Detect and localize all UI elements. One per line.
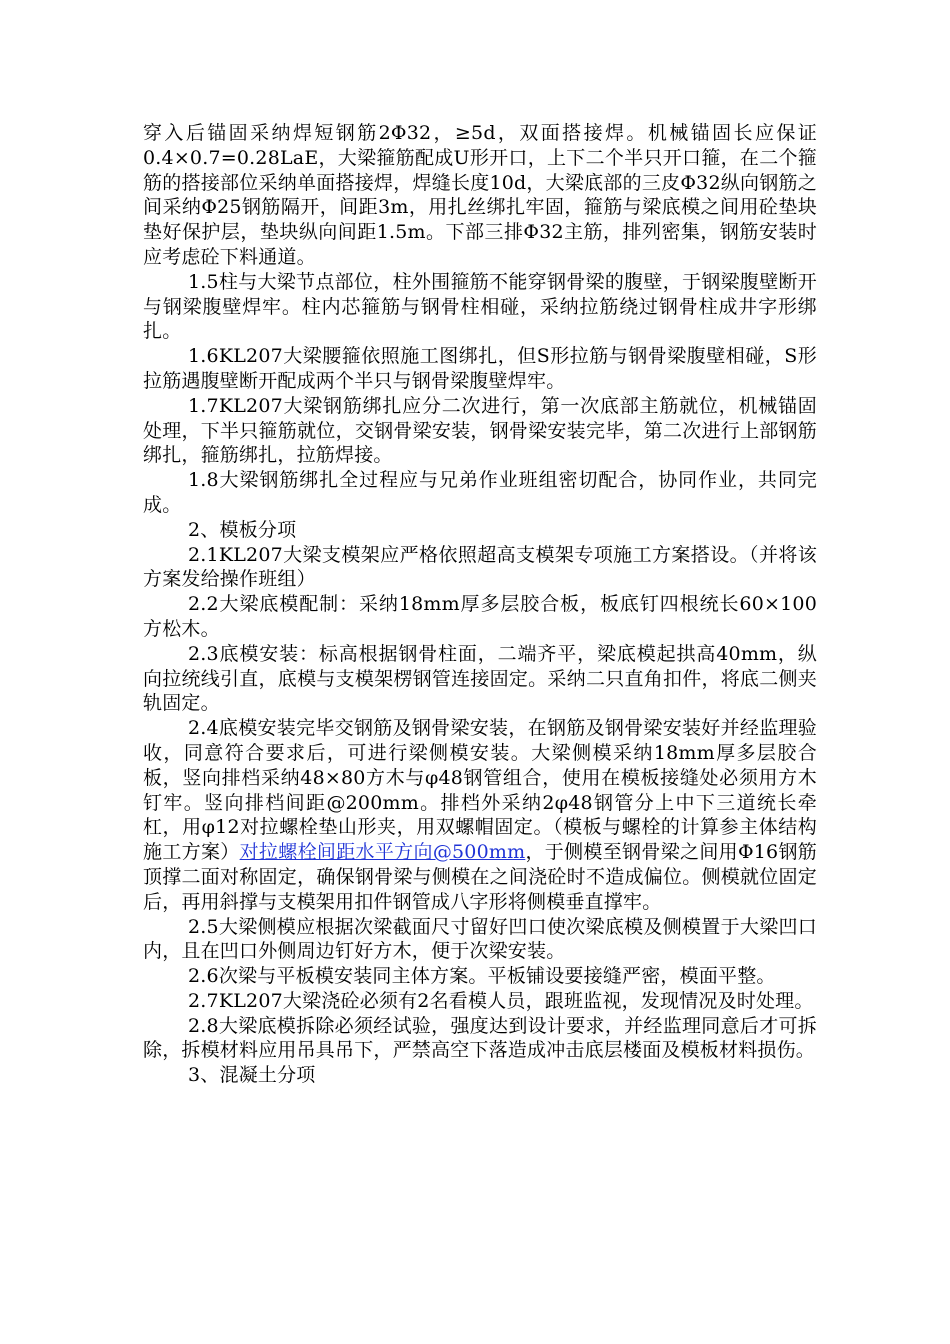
paragraph-1-6: 1.6KL207大梁腰箍依照施工图绑扎，但S形拉筋与钢骨梁腹壁相碰，S形拉筋遇腹壁断开配成两个半只与钢骨梁腹壁焊牢。	[143, 345, 817, 392]
paragraph-2-4-text-b: ，于侧模至钢骨梁之间用Φ16钢筋顶撑二面对称固定，确保钢骨梁与侧模在之间浇砼时不造成偏位。侧模就位固定后，再用斜撑与支模架用扣件钢管成八字形将侧模垂直撑牢。	[143, 841, 817, 913]
paragraph-2-1: 2.1KL207大梁支模架应严格依照超高支模架专项施工方案搭设。（并将该方案发给操作班组）	[143, 543, 817, 591]
section-heading-concrete: 3、混凝土分项	[188, 1064, 316, 1087]
paragraph-2-4-text-a: 2.4底模安装完毕交钢筋及钢骨梁安装，在钢筋及钢骨梁安装好并经监理验收，同意符合要求后，可进行梁侧模安装。大梁侧模采纳18mm厚多层胶合板，竖向排档采纳48×80方木与φ48钢管组合，使用在模板接缝处必须用方木钉牢。竖向排档间距@200mm。排档外采纳2φ48钢管分上中下三道统长牵杠，用φ12对拉螺栓垫山形夹，用双螺帽固定。（模板与螺栓的计算参主体结构施工方案）	[143, 717, 817, 864]
section-heading-formwork: 2、模板分项	[188, 518, 297, 541]
paragraph-1-8: 1.8大梁钢筋绑扎全过程应与兄弟作业班组密切配合，协同作业，共同完成。	[143, 469, 817, 516]
paragraph-1-5: 1.5柱与大梁节点部位，柱外围箍筋不能穿钢骨梁的腹壁，于钢梁腹壁断开与钢梁腹壁焊牢。柱内芯箍筋与钢骨柱相碰，采纳拉筋绕过钢骨柱成井字形绑扎。	[143, 270, 817, 343]
paragraph-2-4	[143, 716, 817, 914]
paragraph-2-6: 2.6次梁与平板模安装同主体方案。平板铺设要接缝严密，模面平整。	[188, 965, 776, 988]
paragraph-2-2: 2.2大梁底模配制：采纳18mm厚多层胶合板，板底钉四根统长60×100方松木。	[143, 593, 817, 640]
document-body	[143, 121, 817, 1088]
paragraph-2-3: 2.3底模安装：标高根据钢骨柱面，二端齐平，梁底模起拱高40mm，纵向拉统线引直，底模与支模架楞钢管连接固定。采纳二只直角扣件，将底二侧夹轨固定。	[143, 642, 817, 715]
bolt-spacing-link[interactable]: 对拉螺栓间距水平方向@500mm	[239, 841, 526, 864]
paragraph-2-5: 2.5大梁侧模应根据次梁截面尺寸留好凹口使次梁底模及侧模置于大梁凹口内，且在凹口外侧周边钉好方木，便于次梁安装。	[143, 915, 817, 963]
paragraph-rebar-anchorage: 穿入后锚固采纳焊短钢筋2Φ32，≥5d，双面搭接焊。机械锚固长应保证0.4×0.7=0.28LaE，大梁箍筋配成U形开口，上下二个半只开口箍，在二个箍筋的搭接部位采纳单面搭接焊，焊缝长度10d，大梁底部的三皮Φ32纵向钢筋之间采纳Φ25钢筋隔开，间距3m，用扎丝绑扎牢固，箍筋与梁底模之间用砼垫块垫好保护层，垫块纵向间距1.5m。下部三排Φ32主筋，排列密集，钢筋安装时应考虑砼下料通道。	[143, 122, 817, 268]
paragraph-2-7: 2.7KL207大梁浇砼必须有2名看模人员，跟班监视，发现情况及时处理。	[188, 989, 814, 1012]
paragraph-2-8: 2.8大梁底模拆除必须经试验，强度达到设计要求，并经监理同意后才可拆除，拆模材料应用吊具吊下，严禁高空下落造成冲击底层楼面及模板材料损伤。	[143, 1014, 817, 1062]
paragraph-1-7: 1.7KL207大梁钢筋绑扎应分二次进行，第一次底部主筋就位，机械锚固处理，下半只箍筋就位，交钢骨梁安装，钢骨梁安装完毕，第二次进行上部钢筋绑扎，箍筋绑扎，拉筋焊接。	[143, 394, 817, 467]
